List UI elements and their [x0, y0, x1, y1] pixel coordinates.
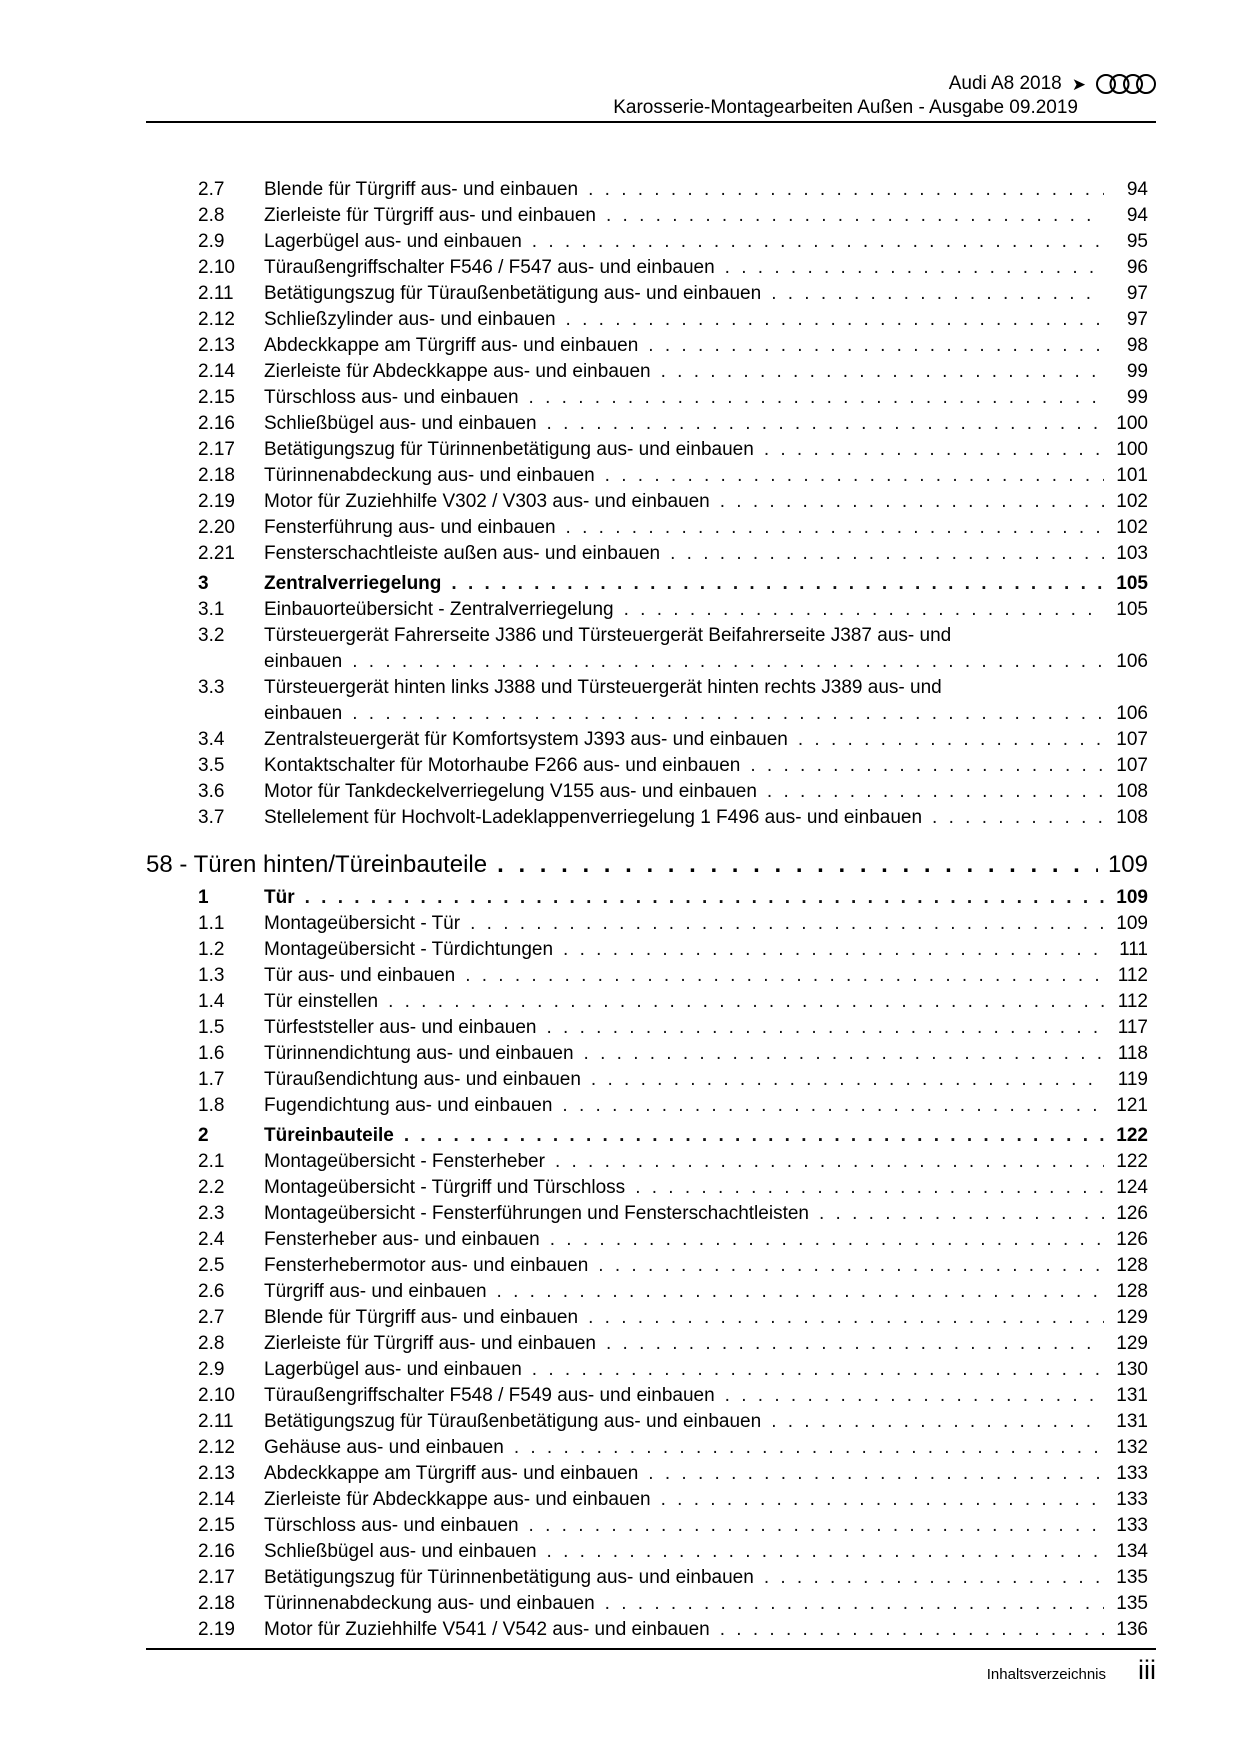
- toc-entry-title: Kontaktschalter für Motorhaube F266 aus- und einbauen: [264, 755, 741, 776]
- toc-entry-title: Stellelement für Hochvolt-Ladeklappenverriegelung 1 F496 aus- und einbauen: [264, 807, 923, 828]
- header-divider: [146, 121, 1156, 123]
- toc-entry-title: Türfeststeller aus- und einbauen: [264, 1017, 537, 1038]
- toc-entry-title: Zentralsteuergerät für Komfortsystem J393 aus- und einbauen: [264, 729, 788, 750]
- toc-section-number: 1: [198, 887, 209, 908]
- toc-entry[interactable]: [198, 1331, 1148, 1357]
- toc-leader: [388, 989, 1104, 1015]
- toc-page-number: 105: [1116, 599, 1148, 620]
- toc-entry[interactable]: [198, 911, 1148, 937]
- toc-entry-number: 1.3: [198, 965, 225, 986]
- toc-entry[interactable]: [198, 203, 1148, 229]
- toc-group-section2: [198, 1149, 1148, 1643]
- toc-entry-title: Abdeckkappe am Türgriff aus- und einbauen: [264, 335, 639, 356]
- toc-entry-number: 2.9: [198, 231, 225, 252]
- toc-entry[interactable]: [198, 1015, 1148, 1041]
- toc-entry-number: 2.6: [198, 1281, 225, 1302]
- toc-entry[interactable]: [198, 623, 1148, 675]
- toc-leader: [529, 1513, 1104, 1539]
- toc-entry-number: 2.16: [198, 413, 235, 434]
- toc-page-number: 108: [1116, 807, 1148, 828]
- toc-entry-title: Türgriff aus- und einbauen: [264, 1281, 487, 1302]
- toc-page-number: 128: [1116, 1255, 1148, 1276]
- toc-page-number: 112: [1117, 991, 1148, 1012]
- toc-leader: [529, 385, 1104, 411]
- toc-entry-title: Motor für Zuziehhilfe V302 / V303 aus- und einbauen: [264, 491, 710, 512]
- toc-entry-number: 2.18: [198, 1593, 235, 1614]
- toc-entry-number: 2.19: [198, 1619, 235, 1640]
- toc-entry-number: 2.19: [198, 491, 235, 512]
- toc-entry-title: Fensterhebermotor aus- und einbauen: [264, 1255, 589, 1276]
- toc-entry-title: Fensterführung aus- und einbauen: [264, 517, 556, 538]
- toc-entry-title: Fugendichtung aus- und einbauen: [264, 1095, 553, 1116]
- toc-page-number: 118: [1117, 1043, 1148, 1064]
- toc-entry-number: 2.15: [198, 1515, 235, 1536]
- footer-divider: [146, 1648, 1156, 1650]
- toc-entry-number: 2.17: [198, 439, 235, 460]
- toc-entry[interactable]: [198, 779, 1148, 805]
- toc-leader: [767, 779, 1104, 805]
- toc-page-number: 107: [1116, 755, 1148, 776]
- toc-entry[interactable]: [198, 753, 1148, 779]
- toc-entry-number: 2.8: [198, 205, 225, 226]
- toc-entry-number: 3.6: [198, 781, 225, 802]
- toc-leader: [404, 1123, 1104, 1149]
- toc-entry-title: Tür aus- und einbauen: [264, 965, 456, 986]
- header-subtitle: Karosserie-Montagearbeiten Außen - Ausgabe 09.2019: [613, 97, 1078, 118]
- toc-entry-number: 3.7: [198, 807, 225, 828]
- toc-leader: [563, 937, 1104, 963]
- toc-entry[interactable]: [198, 229, 1148, 255]
- toc-entry-number: 2.11: [198, 283, 234, 304]
- toc-entry-title: Einbauorteübersicht - Zentralverriegelung: [264, 599, 614, 620]
- toc-leader: [720, 489, 1104, 515]
- toc-page-number: 109: [1116, 887, 1148, 908]
- toc-entry-number: 2.10: [198, 257, 235, 278]
- toc-leader: [819, 1201, 1104, 1227]
- toc-entry[interactable]: [198, 727, 1148, 753]
- toc-entry-title: Türinnenabdeckung aus- und einbauen: [264, 1593, 595, 1614]
- toc-entry-number: 1.6: [198, 1043, 225, 1064]
- toc-leader: [550, 1227, 1104, 1253]
- toc-entry-title: Türinnendichtung aus- und einbauen: [264, 1043, 574, 1064]
- toc-leader: [566, 515, 1104, 541]
- footer-page-number: iii: [1138, 1655, 1156, 1685]
- toc-entry-title: Lagerbügel aus- und einbauen: [264, 1359, 522, 1380]
- toc-chapter-title: 58 - Türen hinten/Türeinbauteile: [146, 851, 488, 878]
- toc-page-number: 99: [1126, 361, 1148, 382]
- toc-entry-title: Montageübersicht - Türdichtungen: [264, 939, 554, 960]
- toc-entry-number: 3.4: [198, 729, 225, 750]
- toc-leader: [648, 1461, 1104, 1487]
- toc-page-number: 106: [1116, 651, 1148, 672]
- toc-entry[interactable]: [198, 463, 1148, 489]
- toc-entry-title: Tür einstellen: [264, 991, 379, 1012]
- toc-entry-number: 2.4: [198, 1229, 225, 1250]
- toc-entry[interactable]: [198, 1591, 1148, 1617]
- toc-leader: [661, 1487, 1104, 1513]
- toc-entry-number: 2.12: [198, 309, 235, 330]
- toc-leader: [750, 753, 1104, 779]
- toc-entry-title: Blende für Türgriff aus- und einbauen: [264, 179, 579, 200]
- toc-entry-title: Türsteuergerät hinten links J388 und Türsteuergerät hinten rechts J389 aus- und: [264, 677, 942, 698]
- toc-page-number: 119: [1117, 1069, 1148, 1090]
- toc-entry[interactable]: [198, 359, 1148, 385]
- toc-entry[interactable]: [198, 385, 1148, 411]
- toc-leader: [547, 1539, 1104, 1565]
- toc-entry[interactable]: [198, 177, 1148, 203]
- toc-entry-number: 2.15: [198, 387, 235, 408]
- toc-entry[interactable]: [198, 281, 1148, 307]
- toc-entry-number: 2.8: [198, 1333, 225, 1354]
- toc-leader: [624, 597, 1104, 623]
- toc-entry-title: Blende für Türgriff aus- und einbauen: [264, 1307, 579, 1328]
- toc-entry-number: 1.8: [198, 1095, 225, 1116]
- toc-page-number: 122: [1116, 1125, 1148, 1146]
- toc-entry-number: 3.5: [198, 755, 225, 776]
- toc-group-top: [198, 177, 1148, 567]
- toc-page-number: 98: [1126, 335, 1148, 356]
- toc-entry-number: 2.9: [198, 1359, 225, 1380]
- toc-leader: [591, 1067, 1104, 1093]
- toc-page-number: 133: [1116, 1515, 1148, 1536]
- toc-entry[interactable]: [198, 805, 1148, 831]
- toc-page-number: 96: [1126, 257, 1148, 278]
- toc-leader: [497, 849, 1098, 881]
- toc-entry[interactable]: [198, 963, 1148, 989]
- toc-group-section3: [198, 597, 1148, 623]
- toc-leader: [764, 437, 1104, 463]
- toc-entry[interactable]: [198, 1067, 1148, 1093]
- toc-entry-title: Motor für Tankdeckelverriegelung V155 aus- und einbauen: [264, 781, 757, 802]
- toc-page-number: 100: [1116, 413, 1148, 434]
- toc-leader: [771, 281, 1104, 307]
- toc-entry[interactable]: [198, 1383, 1148, 1409]
- toc-leader: [470, 911, 1104, 937]
- header-model: Audi A8 2018: [948, 73, 1062, 94]
- toc-entry[interactable]: [198, 1305, 1148, 1331]
- toc-page-number: 103: [1116, 543, 1148, 564]
- toc-page-number: 133: [1116, 1489, 1148, 1510]
- toc-entry-title: Betätigungszug für Türinnenbetätigung aus- und einbauen: [264, 439, 754, 460]
- toc-entry[interactable]: [198, 1149, 1148, 1175]
- toc-leader: [725, 255, 1104, 281]
- toc-group-section3b: [198, 727, 1148, 831]
- toc-entry-number: 1.4: [198, 991, 225, 1012]
- toc-entry[interactable]: [198, 1617, 1148, 1643]
- toc-page-number: 100: [1116, 439, 1148, 460]
- toc-leader: [635, 1175, 1104, 1201]
- toc-leader: [532, 1357, 1104, 1383]
- toc-section-heading[interactable]: [198, 571, 1148, 597]
- toc-page-number: 134: [1116, 1541, 1148, 1562]
- toc-page-number: 131: [1116, 1385, 1148, 1406]
- toc-entry-title: Montageübersicht - Tür: [264, 913, 461, 934]
- toc-page-number: 102: [1116, 491, 1148, 512]
- toc-page-number: 108: [1116, 781, 1148, 802]
- toc-entry[interactable]: [198, 1409, 1148, 1435]
- toc-entry-title: Türschloss aus- und einbauen: [264, 1515, 519, 1536]
- toc-leader: [451, 571, 1104, 597]
- toc-page-number: 131: [1116, 1411, 1148, 1432]
- toc-section-title: Tür: [264, 887, 295, 908]
- toc-entry-number: 2.13: [198, 335, 235, 356]
- toc-page-number: 94: [1126, 179, 1148, 200]
- toc-page-number: 95: [1126, 231, 1148, 252]
- toc-section-number: 2: [198, 1125, 209, 1146]
- toc-page-number: 107: [1116, 729, 1148, 750]
- toc-entry-title: Motor für Zuziehhilfe V541 / V542 aus- und einbauen: [264, 1619, 710, 1640]
- toc-leader: [764, 1565, 1104, 1591]
- toc-entry[interactable]: [198, 489, 1148, 515]
- toc-page-number: 129: [1116, 1307, 1148, 1328]
- table-of-contents: [146, 177, 1148, 1643]
- toc-entry-number: 2.17: [198, 1567, 235, 1588]
- toc-section-heading[interactable]: [198, 1123, 1148, 1149]
- toc-page-number: 99: [1126, 387, 1148, 408]
- toc-page-number: 126: [1116, 1229, 1148, 1250]
- toc-page-number: 122: [1116, 1151, 1148, 1172]
- toc-entry-number: 2.18: [198, 465, 235, 486]
- toc-entry-title: Zierleiste für Abdeckkappe aus- und einbauen: [264, 1489, 651, 1510]
- toc-page-number: 94: [1126, 205, 1148, 226]
- toc-entry-title: Montageübersicht - Türgriff und Türschloss: [264, 1177, 626, 1198]
- toc-section-number: 3: [198, 573, 209, 594]
- toc-page-number: 102: [1116, 517, 1148, 538]
- toc-entry-title: Fensterschachtleiste außen aus- und einbauen: [264, 543, 661, 564]
- toc-entry-number: 2.21: [198, 543, 235, 564]
- toc-entry[interactable]: [198, 1279, 1148, 1305]
- toc-page-number: 135: [1116, 1593, 1148, 1614]
- toc-leader: [566, 307, 1104, 333]
- header-model-line: [613, 72, 1156, 96]
- toc-entry[interactable]: [198, 1487, 1148, 1513]
- toc-page-number: 97: [1126, 283, 1148, 304]
- toc-entry-number: 2.20: [198, 517, 235, 538]
- toc-entry[interactable]: [198, 1539, 1148, 1565]
- toc-page-number: 101: [1116, 465, 1148, 486]
- toc-entry-title: Montageübersicht - Fensterführungen und Fensterschachtleisten: [264, 1203, 809, 1224]
- toc-entry[interactable]: [198, 255, 1148, 281]
- toc-entry[interactable]: [198, 597, 1148, 623]
- toc-leader: [532, 229, 1104, 255]
- toc-page-number: 121: [1116, 1095, 1148, 1116]
- toc-leader: [606, 203, 1104, 229]
- toc-entry[interactable]: [198, 1461, 1148, 1487]
- toc-entry-title: Betätigungszug für Türaußenbetätigung aus- und einbauen: [264, 283, 762, 304]
- toc-section-title: Türeinbauteile: [264, 1125, 394, 1146]
- toc-leader: [514, 1435, 1104, 1461]
- toc-entry-title: Türaußendichtung aus- und einbauen: [264, 1069, 581, 1090]
- toc-entry[interactable]: [198, 1513, 1148, 1539]
- toc-page-number: 132: [1116, 1437, 1148, 1458]
- toc-leader: [798, 727, 1104, 753]
- toc-entry-number: 2.13: [198, 1463, 235, 1484]
- toc-entry-number: 2.14: [198, 1489, 235, 1510]
- toc-leader: [547, 411, 1104, 437]
- toc-page-number: 126: [1116, 1203, 1148, 1224]
- toc-entry-title-cont: einbauen: [264, 703, 343, 724]
- toc-leader: [497, 1279, 1104, 1305]
- toc-section-title: Zentralverriegelung: [264, 573, 442, 594]
- toc-group-section1: [198, 911, 1148, 1119]
- toc-leader: [605, 1591, 1104, 1617]
- toc-leader: [661, 359, 1104, 385]
- toc-leader: [720, 1617, 1104, 1643]
- toc-leader: [771, 1409, 1104, 1435]
- toc-leader: [584, 1041, 1104, 1067]
- toc-entry-number: 1.5: [198, 1017, 225, 1038]
- toc-page-number: 105: [1116, 573, 1148, 594]
- toc-page-number: 136: [1116, 1619, 1148, 1640]
- toc-entry-number: 2.2: [198, 1177, 225, 1198]
- toc-entry-title: Türaußengriffschalter F546 / F547 aus- und einbauen: [264, 257, 715, 278]
- toc-page-number: 135: [1116, 1567, 1148, 1588]
- toc-leader: [725, 1383, 1104, 1409]
- toc-leader: [352, 701, 1104, 727]
- toc-entry[interactable]: [198, 1201, 1148, 1227]
- toc-entry-title: Gehäuse aus- und einbauen: [264, 1437, 504, 1458]
- toc-leader: [588, 1305, 1104, 1331]
- toc-page-number: 109: [1107, 851, 1148, 878]
- toc-leader: [555, 1149, 1104, 1175]
- toc-entry[interactable]: [198, 1357, 1148, 1383]
- toc-entry-title: Montageübersicht - Fensterheber: [264, 1151, 545, 1172]
- toc-page-number: 109: [1116, 913, 1148, 934]
- toc-page-number: 106: [1116, 703, 1148, 724]
- toc-entry-title: Türaußengriffschalter F548 / F549 aus- und einbauen: [264, 1385, 715, 1406]
- toc-entry[interactable]: [198, 1093, 1148, 1119]
- toc-leader: [606, 1331, 1104, 1357]
- toc-entry-title: Schließbügel aus- und einbauen: [264, 1541, 537, 1562]
- toc-page-number: 97: [1126, 309, 1148, 330]
- toc-entry[interactable]: [198, 675, 1148, 727]
- audi-rings-icon: [1096, 72, 1156, 96]
- toc-entry[interactable]: [198, 1041, 1148, 1067]
- toc-entry-title: Fensterheber aus- und einbauen: [264, 1229, 540, 1250]
- toc-page-number: 128: [1116, 1281, 1148, 1302]
- toc-entry-title: Türsteuergerät Fahrerseite J386 und Türsteuergerät Beifahrerseite J387 aus- und: [264, 625, 952, 646]
- toc-entry[interactable]: [198, 1175, 1148, 1201]
- toc-entry-title: Zierleiste für Türgriff aus- und einbauen: [264, 205, 596, 226]
- toc-page-number: 129: [1116, 1333, 1148, 1354]
- toc-leader: [465, 963, 1104, 989]
- toc-leader: [588, 177, 1104, 203]
- toc-leader: [605, 463, 1104, 489]
- toc-page-number: 117: [1117, 1017, 1148, 1038]
- toc-section-heading[interactable]: [198, 885, 1148, 911]
- toc-leader: [547, 1015, 1105, 1041]
- toc-entry[interactable]: [198, 1253, 1148, 1279]
- toc-entry-title: Betätigungszug für Türinnenbetätigung aus- und einbauen: [264, 1567, 754, 1588]
- toc-entry[interactable]: [198, 333, 1148, 359]
- toc-entry-number: 2.1: [198, 1151, 225, 1172]
- toc-entry-number: 2.7: [198, 179, 225, 200]
- toc-entry-title: Türinnenabdeckung aus- und einbauen: [264, 465, 595, 486]
- toc-entry-title: Schließbügel aus- und einbauen: [264, 413, 537, 434]
- toc-entry-number: 3.3: [198, 677, 225, 698]
- toc-entry-title: Betätigungszug für Türaußenbetätigung aus- und einbauen: [264, 1411, 762, 1432]
- toc-entry-title: Schließzylinder aus- und einbauen: [264, 309, 556, 330]
- toc-leader: [305, 885, 1104, 911]
- toc-leader: [932, 805, 1104, 831]
- toc-entry[interactable]: [198, 989, 1148, 1015]
- toc-entry-number: 2.16: [198, 1541, 235, 1562]
- toc-entry-number: 1.7: [198, 1069, 225, 1090]
- toc-entry-title-cont: einbauen: [264, 651, 343, 672]
- toc-entry[interactable]: [198, 541, 1148, 567]
- toc-leader: [648, 333, 1104, 359]
- toc-entry-number: 2.10: [198, 1385, 235, 1406]
- toc-entry-title: Lagerbügel aus- und einbauen: [264, 231, 522, 252]
- toc-page-number: 133: [1116, 1463, 1148, 1484]
- page-header: [613, 72, 1156, 120]
- toc-entry-number: 2.14: [198, 361, 235, 382]
- toc-entry[interactable]: [198, 411, 1148, 437]
- toc-entry-number: 3.2: [198, 625, 225, 646]
- toc-entry-number: 1.1: [198, 913, 225, 934]
- arrow-right-icon: ➤: [1071, 74, 1086, 94]
- toc-entry-number: 2.11: [198, 1411, 234, 1432]
- toc-entry[interactable]: [198, 1227, 1148, 1253]
- toc-entry-number: 2.7: [198, 1307, 225, 1328]
- toc-entry-title: Zierleiste für Türgriff aus- und einbauen: [264, 1333, 596, 1354]
- toc-leader: [670, 541, 1104, 567]
- toc-entry[interactable]: [198, 1435, 1148, 1461]
- toc-leader: [562, 1093, 1104, 1119]
- toc-entry[interactable]: [198, 437, 1148, 463]
- toc-page-number: 112: [1117, 965, 1148, 986]
- toc-entry[interactable]: [198, 1565, 1148, 1591]
- toc-page-number: 124: [1116, 1177, 1148, 1198]
- toc-entry-title: Abdeckkappe am Türgriff aus- und einbauen: [264, 1463, 639, 1484]
- toc-entry-number: 2.5: [198, 1255, 225, 1276]
- footer-label: Inhaltsverzeichnis: [986, 1666, 1106, 1683]
- toc-leader: [598, 1253, 1104, 1279]
- toc-chapter-heading[interactable]: [146, 849, 1148, 881]
- toc-entry-title: Zierleiste für Abdeckkappe aus- und einbauen: [264, 361, 651, 382]
- toc-leader: [352, 649, 1104, 675]
- toc-page-number: 111: [1119, 939, 1148, 960]
- toc-entry-number: 1.2: [198, 939, 225, 960]
- toc-entry[interactable]: [198, 937, 1148, 963]
- toc-entry[interactable]: [198, 307, 1148, 333]
- toc-entry-number: 3.1: [198, 599, 225, 620]
- toc-entry-number: 2.3: [198, 1203, 225, 1224]
- toc-entry-number: 2.12: [198, 1437, 235, 1458]
- toc-page-number: 130: [1116, 1359, 1148, 1380]
- toc-entry[interactable]: [198, 515, 1148, 541]
- toc-entry-title: Türschloss aus- und einbauen: [264, 387, 519, 408]
